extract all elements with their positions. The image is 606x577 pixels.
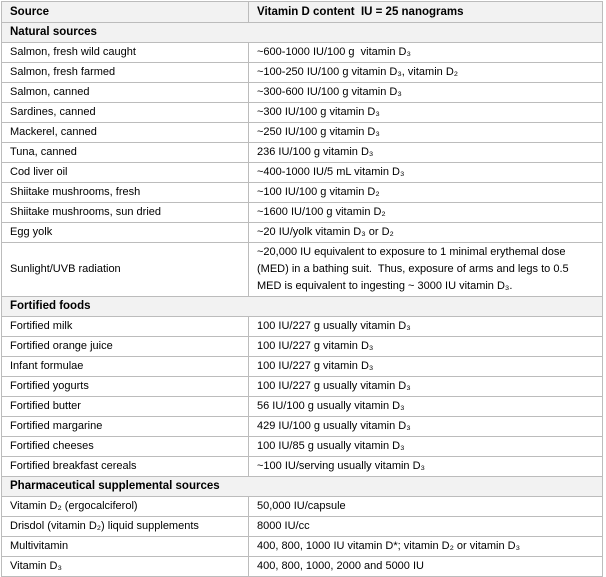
content-cell: 429 IU/100 g usually vitamin D₃ [249, 417, 603, 437]
content-cell: ~20,000 IU equivalent to exposure to 1 minimal erythemal dose (MED) in a bathing suit. Thus, exposure of arms and legs to 0.5 MED is equivalent to ingesting ~ 3000 IU vitamin D₃. [249, 243, 603, 297]
source-cell: Salmon, fresh wild caught [2, 43, 249, 63]
content-cell: 400, 800, 1000, 2000 and 5000 IU [249, 557, 603, 577]
content-cell: ~20 IU/yolk vitamin D₃ or D₂ [249, 223, 603, 243]
table-row [2, 163, 603, 183]
column-header-vitamin-d-content: Vitamin D content IU = 25 nanograms [249, 2, 603, 23]
table-row [2, 317, 603, 337]
content-cell: ~100 IU/serving usually vitamin D₃ [249, 457, 603, 477]
table-row [2, 183, 603, 203]
section-header-row [2, 297, 603, 317]
content-cell: ~250 IU/100 g vitamin D₃ [249, 123, 603, 143]
table-row [2, 437, 603, 457]
source-cell: Sardines, canned [2, 103, 249, 123]
source-cell: Fortified yogurts [2, 377, 249, 397]
table-row [2, 337, 603, 357]
vitamin-d-content-table [1, 1, 603, 577]
table-row [2, 243, 603, 297]
table-row [2, 83, 603, 103]
content-cell: 400, 800, 1000 IU vitamin D*; vitamin D₂ or vitamin D₃ [249, 537, 603, 557]
source-cell: Drisdol (vitamin D₂) liquid supplements [2, 517, 249, 537]
source-cell: Salmon, canned [2, 83, 249, 103]
section-header-row [2, 23, 603, 43]
source-cell: Fortified cheeses [2, 437, 249, 457]
content-cell: ~100 IU/100 g vitamin D₂ [249, 183, 603, 203]
table-row [2, 103, 603, 123]
table-row [2, 457, 603, 477]
source-cell: Fortified margarine [2, 417, 249, 437]
source-cell: Sunlight/UVB radiation [2, 243, 249, 297]
section-title: Pharmaceutical supplemental sources [2, 477, 603, 497]
source-cell: Shiitake mushrooms, sun dried [2, 203, 249, 223]
source-cell: Vitamin D₂ (ergocalciferol) [2, 497, 249, 517]
table-row [2, 397, 603, 417]
source-cell: Egg yolk [2, 223, 249, 243]
content-cell: 56 IU/100 g usually vitamin D₃ [249, 397, 603, 417]
content-cell: 50,000 IU/capsule [249, 497, 603, 517]
content-cell: 8000 IU/cc [249, 517, 603, 537]
column-header-source: Source [2, 2, 249, 23]
source-cell: Fortified butter [2, 397, 249, 417]
source-cell: Vitamin D₃ [2, 557, 249, 577]
content-cell: 100 IU/227 g vitamin D₃ [249, 357, 603, 377]
table-row [2, 517, 603, 537]
section-header-row [2, 477, 603, 497]
table-header-row [2, 2, 603, 23]
table-row [2, 223, 603, 243]
table-row [2, 497, 603, 517]
table-row [2, 557, 603, 577]
source-cell: Mackerel, canned [2, 123, 249, 143]
table-row [2, 203, 603, 223]
source-cell: Salmon, fresh farmed [2, 63, 249, 83]
content-cell: 100 IU/85 g usually vitamin D₃ [249, 437, 603, 457]
content-cell: 236 IU/100 g vitamin D₃ [249, 143, 603, 163]
content-cell: ~300 IU/100 g vitamin D₃ [249, 103, 603, 123]
content-cell: 100 IU/227 g usually vitamin D₃ [249, 317, 603, 337]
section-title: Fortified foods [2, 297, 603, 317]
source-cell: Infant formulae [2, 357, 249, 377]
table-row [2, 143, 603, 163]
table-row [2, 123, 603, 143]
source-cell: Tuna, canned [2, 143, 249, 163]
source-cell: Fortified milk [2, 317, 249, 337]
section-title: Natural sources [2, 23, 603, 43]
table-row [2, 537, 603, 557]
content-cell: ~400-1000 IU/5 mL vitamin D₃ [249, 163, 603, 183]
source-cell: Fortified breakfast cereals [2, 457, 249, 477]
table-row [2, 357, 603, 377]
content-cell: ~600-1000 IU/100 g vitamin D₃ [249, 43, 603, 63]
table-row [2, 377, 603, 397]
content-cell: 100 IU/227 g vitamin D₃ [249, 337, 603, 357]
source-cell: Cod liver oil [2, 163, 249, 183]
table-row [2, 417, 603, 437]
content-cell: ~300-600 IU/100 g vitamin D₃ [249, 83, 603, 103]
content-cell: 100 IU/227 g usually vitamin D₃ [249, 377, 603, 397]
table-row [2, 63, 603, 83]
source-cell: Fortified orange juice [2, 337, 249, 357]
source-cell: Shiitake mushrooms, fresh [2, 183, 249, 203]
content-cell: ~100-250 IU/100 g vitamin D₃, vitamin D₂ [249, 63, 603, 83]
content-cell: ~1600 IU/100 g vitamin D₂ [249, 203, 603, 223]
table-row [2, 43, 603, 63]
table-body [2, 23, 603, 577]
source-cell: Multivitamin [2, 537, 249, 557]
